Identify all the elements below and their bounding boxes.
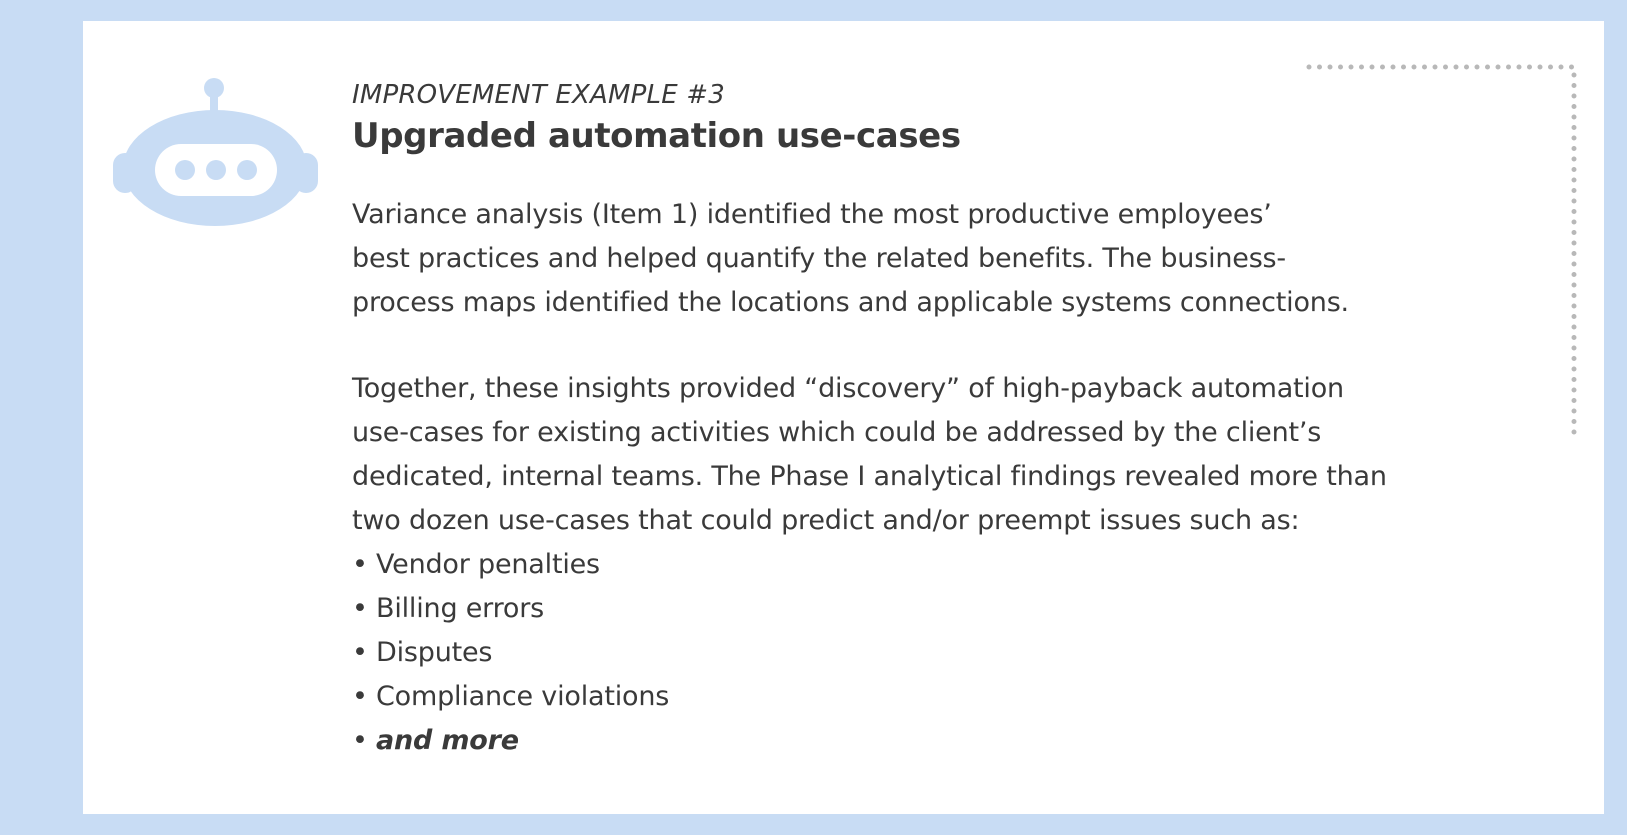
issues-list — [352, 543, 1492, 763]
page-title: Upgraded automation use-cases — [352, 116, 961, 156]
list-item — [352, 543, 1492, 587]
paragraph-line: Together, these insights provided “discovery” of high-payback automation — [352, 373, 1344, 404]
robot-icon — [113, 78, 318, 226]
eyebrow-label: IMPROVEMENT EXAMPLE #3 — [352, 80, 726, 110]
list-item-text: and more — [376, 725, 519, 756]
bullet-marker: • — [352, 549, 368, 580]
paragraph-line: dedicated, internal teams. The Phase I analytical findings revealed more than — [352, 461, 1387, 492]
list-item-text: Disputes — [376, 637, 493, 668]
bullet-marker: • — [352, 725, 368, 756]
list-item — [352, 719, 1492, 763]
paragraph-line: Variance analysis (Item 1) identified the most productive employees’ — [352, 199, 1272, 230]
main-content — [352, 78, 1492, 763]
paragraph-line: two dozen use-cases that could predict and/or preempt issues such as: — [352, 505, 1300, 536]
list-item — [352, 587, 1492, 631]
list-item-text: Vendor penalties — [376, 549, 600, 580]
list-item — [352, 631, 1492, 675]
paragraph-line: process maps identified the locations and applicable systems connections. — [352, 287, 1349, 318]
list-item-text: Billing errors — [376, 593, 544, 624]
list-item — [352, 675, 1492, 719]
paragraph-line: use-cases for existing activities which could be addressed by the client’s — [352, 417, 1322, 448]
bullet-marker: • — [352, 681, 368, 712]
list-item-text: Compliance violations — [376, 681, 670, 712]
paragraph-insights — [352, 367, 1492, 543]
bullet-marker: • — [352, 593, 368, 624]
paragraph-variance-analysis — [352, 193, 1492, 325]
bullet-marker: • — [352, 637, 368, 668]
paragraph-line: best practices and helped quantify the related benefits. The business- — [352, 243, 1286, 274]
